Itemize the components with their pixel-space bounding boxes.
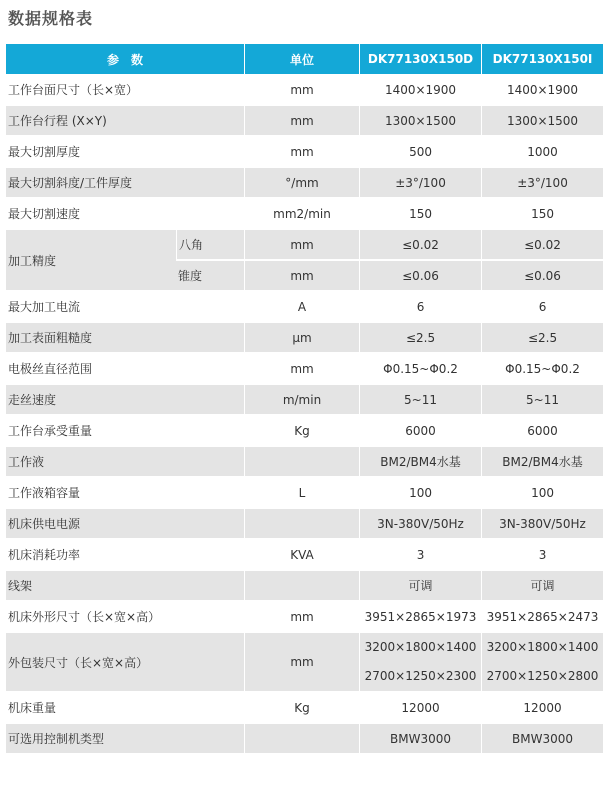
row-unit: Kg <box>244 693 359 724</box>
row-value-d: 3 <box>359 540 481 571</box>
row-unit: mm <box>244 137 359 168</box>
row-label: 最大加工电流 <box>6 292 244 323</box>
row-value-d: 1300×1500 <box>359 106 481 137</box>
row-label: 工作台行程 (X×Y) <box>6 106 244 137</box>
row-value-i: ≤0.06 <box>481 261 603 292</box>
spec-table <box>6 44 603 755</box>
row-value-i: 5~11 <box>481 385 603 416</box>
row-label: 最大切割速度 <box>6 199 244 230</box>
table-row <box>6 75 603 106</box>
row-unit: μm <box>244 323 359 354</box>
row-value-i: 6 <box>481 292 603 323</box>
row-value-i: BM2/BM4水基 <box>481 447 603 478</box>
row-value-d <box>359 633 481 693</box>
table-row <box>6 106 603 137</box>
row-label: 最大切割厚度 <box>6 137 244 168</box>
table-row <box>6 478 603 509</box>
row-unit: °/mm <box>244 168 359 199</box>
row-label: 工作台承受重量 <box>6 416 244 447</box>
row-label: 工作液 <box>6 447 244 478</box>
row-label: 工作液箱容量 <box>6 478 244 509</box>
row-value-i <box>481 633 603 693</box>
row-value-i: 6000 <box>481 416 603 447</box>
row-unit: mm <box>244 75 359 106</box>
row-label: 加工表面粗糙度 <box>6 323 244 354</box>
row-unit: mm <box>244 230 359 261</box>
row-unit: mm <box>244 633 359 693</box>
row-value-i: 12000 <box>481 693 603 724</box>
row-label: 可选用控制机类型 <box>6 724 244 755</box>
row-unit <box>244 571 359 602</box>
row-unit: mm2/min <box>244 199 359 230</box>
row-label: 机床重量 <box>6 693 244 724</box>
row-value-i: 1300×1500 <box>481 106 603 137</box>
row-value-d: ±3°/100 <box>359 168 481 199</box>
header-model-i: DK77130X150I <box>481 44 603 75</box>
row-value-i: 100 <box>481 478 603 509</box>
header-unit: 单位 <box>244 44 359 75</box>
table-row <box>6 571 603 602</box>
table-row <box>6 633 603 693</box>
row-value-i: 1400×1900 <box>481 75 603 106</box>
page-title: 数据规格表 <box>8 9 94 28</box>
row-unit: mm <box>244 602 359 633</box>
table-row <box>6 292 603 323</box>
row-label: 机床消耗功率 <box>6 540 244 571</box>
header-row <box>6 44 603 75</box>
table-row <box>6 168 603 199</box>
row-value-d-line2: 2700×1250×2300 <box>364 669 477 683</box>
row-sublabel: 锥度 <box>176 261 244 292</box>
row-value-d: 6000 <box>359 416 481 447</box>
row-value-i: 1000 <box>481 137 603 168</box>
row-unit: A <box>244 292 359 323</box>
row-label: 最大切割斜度/工件厚度 <box>6 168 244 199</box>
row-value-d: 12000 <box>359 693 481 724</box>
row-unit: Kg <box>244 416 359 447</box>
row-unit: mm <box>244 106 359 137</box>
header-model-d: DK77130X150D <box>359 44 481 75</box>
row-value-i: Φ0.15~Φ0.2 <box>481 354 603 385</box>
row-value-d: 5~11 <box>359 385 481 416</box>
row-unit: L <box>244 478 359 509</box>
row-value-d: 3951×2865×1973 <box>359 602 481 633</box>
table-row <box>6 323 603 354</box>
row-value-d: 6 <box>359 292 481 323</box>
row-value-d: BM2/BM4水基 <box>359 447 481 478</box>
row-value-i: ≤0.02 <box>481 230 603 261</box>
row-unit <box>244 447 359 478</box>
table-row <box>6 540 603 571</box>
row-value-i: ±3°/100 <box>481 168 603 199</box>
row-sublabel: 八角 <box>176 230 244 261</box>
table-row <box>6 416 603 447</box>
row-value-d: 1400×1900 <box>359 75 481 106</box>
row-value-i: 3951×2865×2473 <box>481 602 603 633</box>
row-unit: mm <box>244 354 359 385</box>
row-value-d: ≤0.06 <box>359 261 481 292</box>
row-value-d: ≤0.02 <box>359 230 481 261</box>
header-param: 参 数 <box>6 44 244 75</box>
row-label: 加工精度 <box>6 230 176 292</box>
table-row <box>6 385 603 416</box>
row-unit: mm <box>244 261 359 292</box>
table-row <box>6 447 603 478</box>
row-value-i: 3N-380V/50Hz <box>481 509 603 540</box>
row-label: 机床供电电源 <box>6 509 244 540</box>
row-value-i: 3 <box>481 540 603 571</box>
row-value-d: 150 <box>359 199 481 230</box>
table-row <box>6 137 603 168</box>
row-value-d: 500 <box>359 137 481 168</box>
row-unit <box>244 724 359 755</box>
row-value-i: 可调 <box>481 571 603 602</box>
table-row <box>6 602 603 633</box>
row-value-d: 可调 <box>359 571 481 602</box>
table-row <box>6 230 603 261</box>
row-value-d-line1: 3200×1800×1400 <box>364 640 477 654</box>
row-label: 走丝速度 <box>6 385 244 416</box>
table-row <box>6 354 603 385</box>
row-value-d: BMW3000 <box>359 724 481 755</box>
row-label: 电极丝直径范围 <box>6 354 244 385</box>
row-value-i-line1: 3200×1800×1400 <box>486 640 599 654</box>
table-row <box>6 693 603 724</box>
row-value-i-line2: 2700×1250×2800 <box>486 669 599 683</box>
table-row <box>6 724 603 755</box>
table-row <box>6 199 603 230</box>
row-unit: KVA <box>244 540 359 571</box>
row-label: 机床外形尺寸（长×宽×高） <box>6 602 244 633</box>
row-value-i: 150 <box>481 199 603 230</box>
row-value-d: ≤2.5 <box>359 323 481 354</box>
row-unit: m/min <box>244 385 359 416</box>
row-label: 线架 <box>6 571 244 602</box>
row-value-d: Φ0.15~Φ0.2 <box>359 354 481 385</box>
row-label: 工作台面尺寸（长×宽） <box>6 75 244 106</box>
table-row <box>6 509 603 540</box>
row-value-d: 3N-380V/50Hz <box>359 509 481 540</box>
row-value-i: ≤2.5 <box>481 323 603 354</box>
row-value-d: 100 <box>359 478 481 509</box>
row-value-i: BMW3000 <box>481 724 603 755</box>
row-label: 外包装尺寸（长×宽×高） <box>6 633 244 693</box>
row-unit <box>244 509 359 540</box>
